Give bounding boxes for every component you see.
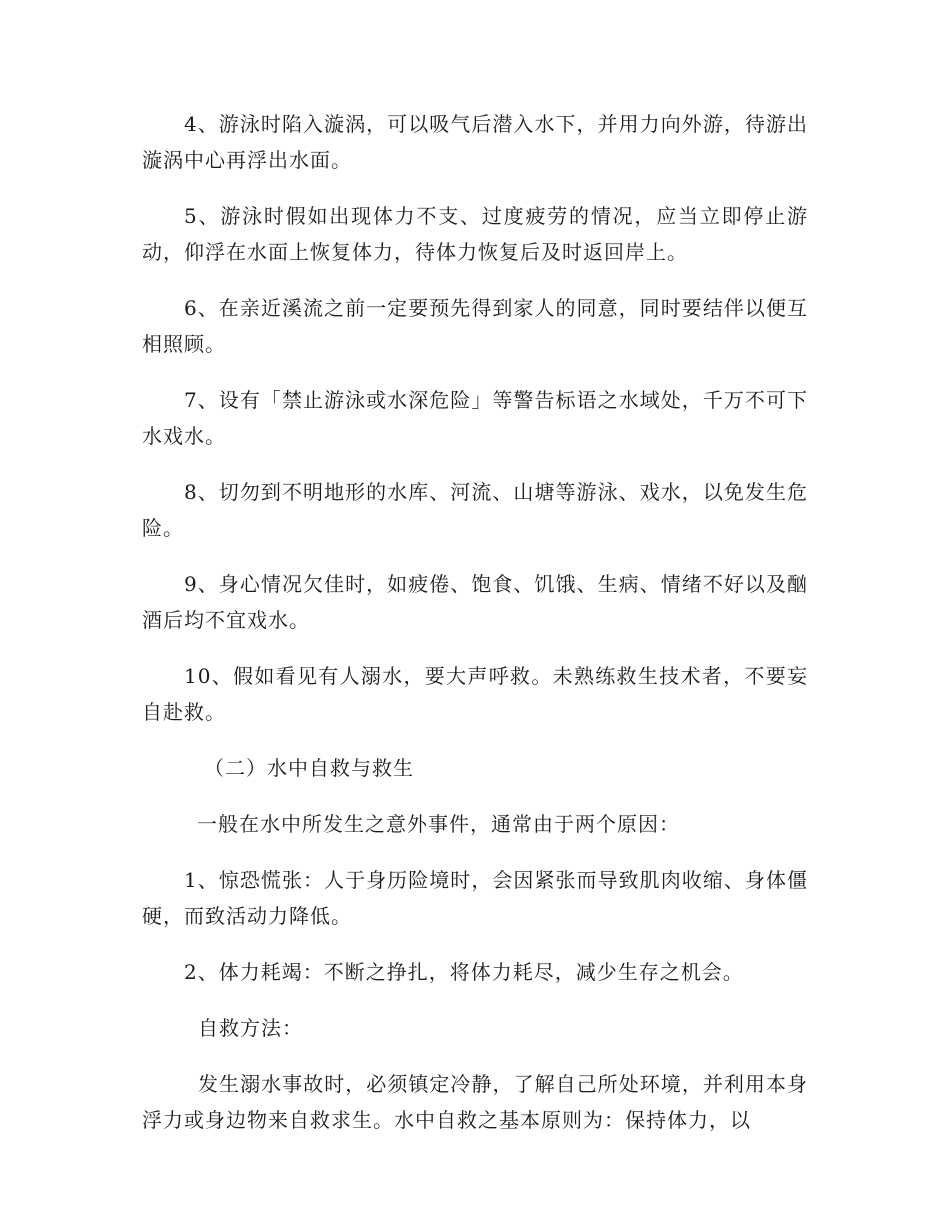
paragraph-rule-8: 8、切勿到不明地形的水库、河流、山塘等游泳、戏水，以免发生危险。: [142, 480, 808, 540]
paragraph-rule-9: 9、身心情况欠佳时，如疲倦、饱食、饥饿、生病、情绪不好以及酗酒后均不宜戏水。: [142, 572, 808, 632]
paragraph-cause-1: 1、惊恐慌张：人于身历险境时，会因紧张而导致肌肉收缩、身体僵硬，而致活动力降低。: [142, 868, 808, 928]
subheading-self-rescue: 自救方法：: [198, 1016, 303, 1040]
paragraph-rule-6: 6、在亲近溪流之前一定要预先得到家人的同意，同时要结伴以便互相照顾。: [142, 296, 808, 356]
section-heading: （二）水中自救与救生: [204, 756, 414, 780]
paragraph-rule-5: 5、游泳时假如出现体力不支、过度疲劳的情况，应当立即停止游动，仰浮在水面上恢复体力，待体力恢复后及时返回岸上。: [142, 204, 808, 264]
paragraph-rule-4: 4、游泳时陷入漩涡，可以吸气后潜入水下，并用力向外游，待游出漩涡中心再浮出水面。: [142, 112, 808, 172]
paragraph-rule-10: 10、假如看见有人溺水，要大声呼救。未熟练救生技术者，不要妄自赴救。: [142, 664, 808, 724]
paragraph-rule-7: 7、设有「禁止游泳或水深危险」等警告标语之水域处，千万不可下水戏水。: [142, 388, 808, 448]
document-page: [142, 106, 808, 1158]
paragraph-self-rescue: 发生溺水事故时，必须镇定冷静，了解自己所处环境，并利用本身浮力或身边物来自救求生。水中自救之基本原则为：保持体力，以: [142, 1072, 808, 1132]
paragraph-cause-2: 2、体力耗竭：不断之挣扎，将体力耗尽，减少生存之机会。: [184, 960, 744, 984]
paragraph-intro: 一般在水中所发生之意外事件，通常由于两个原因：: [197, 812, 680, 836]
